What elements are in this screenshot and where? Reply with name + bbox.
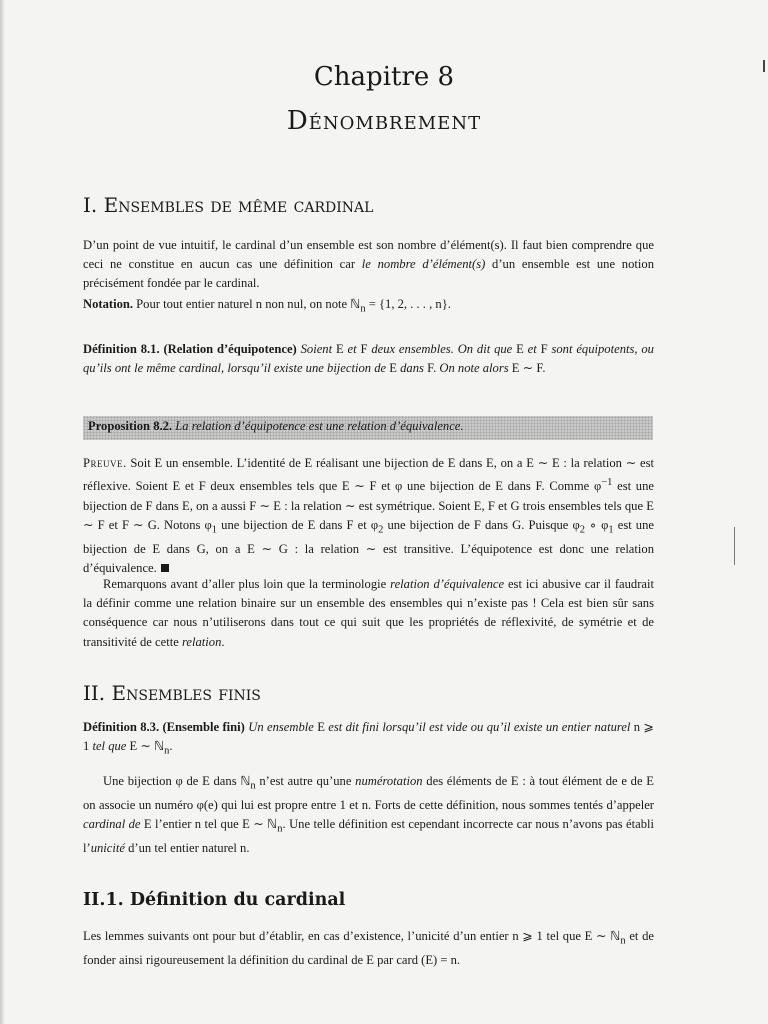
- text-segment: n’est autre qu’une: [255, 774, 356, 788]
- text-segment: unicité: [90, 840, 125, 855]
- text-segment: tel que: [92, 739, 127, 754]
- section-title-1: I. Ensembles de même cardinal: [83, 193, 374, 217]
- text-segment: Proposition 8.2.: [88, 419, 173, 433]
- remark-paragraph: [83, 575, 654, 652]
- text-segment: n: [277, 823, 283, 835]
- text-segment: Un ensemble: [248, 720, 314, 734]
- text-segment: le nombre d’élément(s): [361, 257, 486, 272]
- text-segment: une bijection de E dans F et φ: [217, 517, 379, 532]
- text-segment: n ⩾ 1: [83, 720, 654, 754]
- text-segment: E: [332, 342, 348, 356]
- definition-8-3: [83, 718, 654, 761]
- text-segment: E ∼ F.: [508, 361, 546, 376]
- text-segment: numérotation: [355, 774, 423, 788]
- text-segment: E ∼ ℕ: [126, 739, 165, 754]
- text-segment: relation: [181, 634, 222, 649]
- text-segment: des éléments de E : à tout élément de e de E on associe un numéro φ(e) qui lui est propre entre 1 et n. Forts de cette définition, nous sommes tentés d’appeler: [83, 774, 654, 812]
- text-segment: 2: [378, 524, 384, 536]
- scan-edge-shadow: [0, 0, 5, 1024]
- text-segment: E: [386, 361, 401, 376]
- numerotation-paragraph: [83, 772, 654, 858]
- text-segment: Notation.: [83, 297, 134, 311]
- text-segment: .: [169, 739, 173, 754]
- text-segment: F.: [423, 361, 440, 376]
- text-segment: une bijection de F dans G. Puisque φ: [383, 517, 580, 532]
- text-segment: d’un tel entier naturel n.: [124, 840, 250, 855]
- text-segment: Pour tout entier naturel n non nul, on note ℕ: [133, 297, 361, 311]
- text-segment: Les lemmes suivants ont pour but d’établir, en cas d’existence, l’unicité d’un entier n ⩾ 1 tel que E ∼ ℕ: [83, 929, 621, 943]
- text-segment: deux ensembles. On dit que: [371, 342, 513, 356]
- text-segment: cardinal de: [83, 816, 141, 831]
- lemmas-paragraph: [83, 927, 654, 970]
- section-title-2: II. Ensembles finis: [83, 681, 261, 705]
- text-segment: La relation d’équipotence est une relation d’équivalence.: [175, 419, 464, 433]
- notation-line: [83, 295, 654, 319]
- text-segment: n: [250, 780, 256, 792]
- text-segment: On note alors: [439, 361, 509, 376]
- qed-square: [161, 564, 169, 572]
- text-segment: est dit fini lorsqu’il est vide ou qu’il existe un entier naturel: [328, 720, 631, 734]
- text-segment: Définition 8.1. (Relation d’équipotence): [83, 342, 297, 356]
- text-segment: Preuve.: [83, 456, 127, 470]
- text-segment: −1: [601, 477, 613, 489]
- text-segment: E: [512, 342, 528, 356]
- text-segment: Une bijection φ de E dans ℕ: [103, 774, 251, 788]
- text-segment: n: [164, 745, 170, 757]
- intro-paragraph: [83, 236, 654, 294]
- text-segment: Remarquons avant d’aller plus loin que la terminologie: [103, 577, 391, 591]
- text-segment: = {1, 2, . . . , n}.: [365, 297, 451, 311]
- subsection-title-2-1: II.1. Définition du cardinal: [83, 890, 346, 910]
- text-segment: Définition 8.3. (Ensemble fini): [83, 720, 245, 734]
- text-segment: E: [313, 720, 329, 734]
- text-segment: ∘ φ: [585, 517, 609, 532]
- text-segment: 1: [211, 524, 218, 536]
- text-segment: 1: [608, 524, 614, 536]
- text-segment: 2: [579, 524, 586, 536]
- text-segment: et: [527, 342, 537, 356]
- text-segment: est une bijection de E dans G, on a E ∼ G : la relation ∼ est transitive. L’équipotence est donc une relation d’équivalence.: [83, 517, 654, 575]
- chapter-number: Chapitre 8: [313, 62, 455, 92]
- text-segment: .: [221, 634, 225, 649]
- text-segment: et: [347, 342, 357, 356]
- text-segment: est une bijection de F dans E, on a aussi F ∼ E : la relation ∼ est symétrique. Soient E, F et G trois ensembles tels que E ∼ F et F ∼ G. Notons φ: [83, 479, 654, 532]
- text-segment: et de fonder ainsi rigoureusement la définition du cardinal de E par card (E) = n.: [83, 929, 654, 967]
- text-segment: sont équipotents, ou qu’ils ont le même cardinal, lorsqu’il existe une bijection de: [83, 342, 654, 376]
- text-segment: . Une telle définition est cependant incorrecte car nous n’avons pas établi l’: [83, 816, 655, 855]
- text-segment: n: [620, 935, 626, 947]
- proof-paragraph: [83, 454, 654, 578]
- scan-speck: [734, 527, 735, 565]
- text-segment: D’un point de vue intuitif, le cardinal d’un ensemble est son nombre d’élément(s). Il faut bien comprendre que ceci ne constitue en aucun cas une définition car: [83, 238, 654, 272]
- text-segment: dans: [400, 361, 424, 376]
- text-segment: Soient: [300, 342, 333, 356]
- text-segment: est ici abusive car il faudrait la définir comme une relation binaire sur un ensemble des ensembles qui n’existe pas ! Cela est bien sûr sans conséquence car nous n’utiliserons dans tout ce qui suit que les propriétés de réflexivité, de symétrie et de transitivité de cette: [83, 577, 655, 649]
- proposition-8-2: [88, 419, 464, 434]
- text-segment: F: [356, 342, 372, 356]
- text-segment: Soit E un ensemble. L’identité de E réalisant une bijection de E dans E, on a E ∼ E : la relation ∼ est réflexive. Soient E et F deux ensembles tels que E ∼ F et φ une bijection de E dans F. Comme φ: [83, 456, 654, 494]
- proposition-8-2-box: [83, 416, 653, 440]
- text-segment: E l’entier n tel que E ∼ ℕ: [140, 816, 278, 831]
- text-segment: d’un ensemble est une notion précisément fondée par le cardinal.: [83, 257, 654, 291]
- text-segment: relation d’équivalence: [390, 577, 505, 591]
- text-segment: F: [536, 342, 552, 356]
- definition-8-1: [83, 340, 654, 378]
- chapter-title: Dénombrement: [286, 106, 482, 136]
- text-segment: n: [360, 303, 366, 315]
